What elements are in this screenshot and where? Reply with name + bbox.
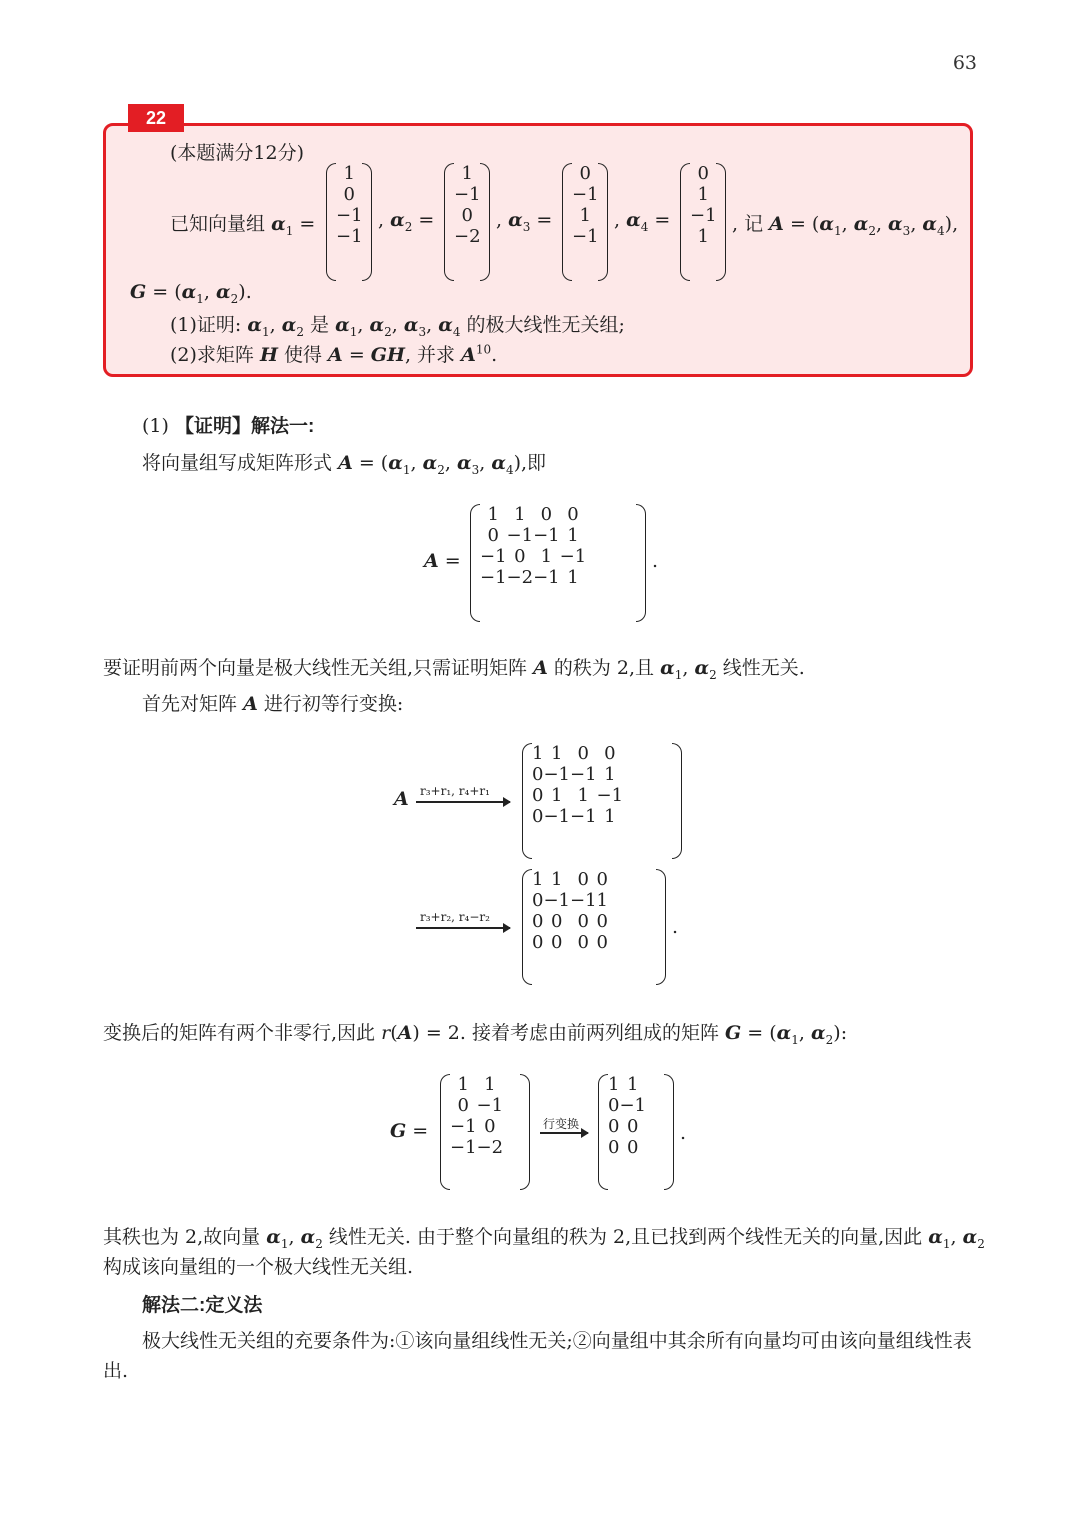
vector-alpha3: 0 −1 1 −1 <box>562 163 608 281</box>
step2-matrix: 1 1 0 0 0 −1 −1 1 0 0 0 0 0 0 0 0 <box>522 869 666 985</box>
given-prefix: 已知向量组 $\alpha_1$ = <box>170 213 316 238</box>
alpha3-label: , $\alpha_3$ = <box>496 209 553 234</box>
step1-operation-label: r₃+r₁, r₄+r₁ <box>420 784 490 798</box>
period: . <box>672 916 679 938</box>
question-1: (1)证明: $\alpha_1$, $\alpha_2$ 是 $\alpha_1$, $\alpha_2$, $\alpha_3$, $\alpha_4$ 的极大线性无关组; <box>170 314 625 339</box>
row-op-arrow <box>540 1132 588 1134</box>
solution-line-1: 将向量组写成矩阵形式 $A = (\alpha_1$, $\alpha_2$, $\alpha_3$, $\alpha_4$),即 <box>142 452 547 477</box>
solution-line-6: 构成该向量组的一个极大线性无关组. <box>103 1256 414 1278</box>
solution-heading-2: 解法二:定义法 <box>142 1295 263 1316</box>
alpha4-label: , $\alpha_4$ = <box>614 209 671 234</box>
step1-arrow <box>416 801 510 803</box>
matrix-A: 1 1 0 0 0 −1 −1 1 −1 0 1 −1 −1 −2 −1 1 <box>470 504 646 622</box>
matrix-definition: , 记 $A = (\alpha_1$, $\alpha_2$, $\alpha_3$, $\alpha_4$), <box>732 213 959 238</box>
problem-score: (本题满分12分) <box>170 142 305 164</box>
solution-line-3: 首先对矩阵 A 进行初等行变换: <box>142 693 404 715</box>
period: . <box>680 1122 687 1144</box>
question-2: (2)求矩阵 H 使得 A = GH, 并求 $A^{10}$. <box>170 342 498 366</box>
matrix-G-label: G = <box>390 1120 429 1142</box>
matrix-A-label: A = <box>424 550 461 572</box>
solution-heading-1: (1) 【证明】解法一: <box>142 415 315 437</box>
solution-line-4: 变换后的矩阵有两个非零行,因此 r(A) = 2. 接着考虑由前两列组成的矩阵 $G = (\alpha_1$, $\alpha_2$): <box>103 1022 848 1047</box>
step2-arrow <box>416 927 510 929</box>
g-definition: $G = (\alpha_1$, $\alpha_2$). <box>130 281 252 306</box>
solution-line-8: 出. <box>103 1360 129 1382</box>
row-reduction-A: A <box>394 788 409 810</box>
page-number: 63 <box>952 52 977 74</box>
solution-line-5: 其秩也为 2,故向量 $\alpha_1$, $\alpha_2$ 线性无关. 由于整个向量组的秩为 2,且已找到两个线性无关的向量,因此 $\alpha_1$, $\alpha_2$ <box>103 1226 985 1251</box>
step1-matrix: 1 1 0 0 0 −1 −1 1 0 1 1 −1 0 −1 −1 1 <box>522 743 682 859</box>
vector-alpha1: 1 0 −1 −1 <box>326 163 372 281</box>
matrix-G-reduced: 1 1 0 −1 0 0 0 0 <box>598 1074 674 1190</box>
step2-operation-label: r₃+r₂, r₄−r₂ <box>420 910 490 924</box>
alpha2-label: , $\alpha_2$ = <box>378 209 435 234</box>
matrix-G: 1 1 0 −1 −1 0 −1 −2 <box>440 1074 530 1190</box>
problem-number-tag: 22 <box>128 104 184 132</box>
period: . <box>652 550 659 572</box>
row-op-label: 行变换 <box>543 1117 580 1131</box>
vector-alpha2: 1 −1 0 −2 <box>444 163 490 281</box>
solution-line-7: 极大线性无关组的充要条件为:①该向量组线性无关;②向量组中其余所有向量均可由该向量组线性表 <box>142 1330 972 1352</box>
vector-alpha4: 0 1 −1 1 <box>680 163 726 281</box>
solution-line-2: 要证明前两个向量是极大线性无关组,只需证明矩阵 A 的秩为 2,且 $\alpha_1$, $\alpha_2$ 线性无关. <box>103 657 805 682</box>
